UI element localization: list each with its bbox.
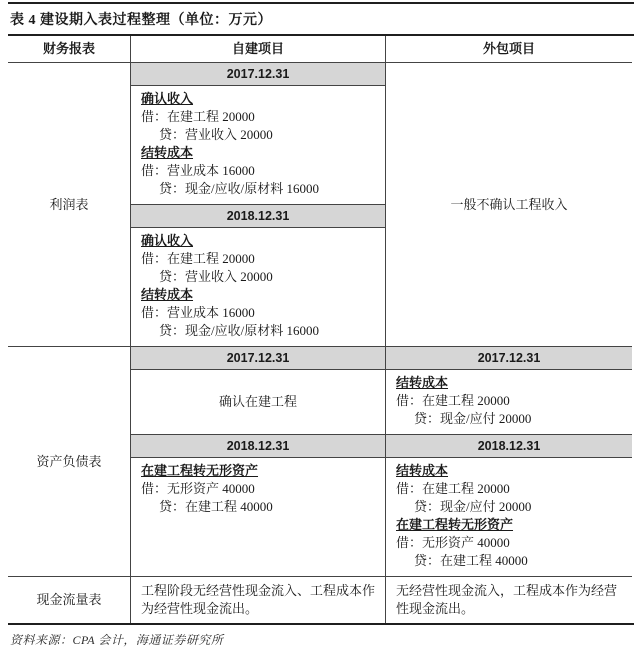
journal-entry-title: 在建工程转无形资产: [141, 463, 259, 478]
journal-entry-line: 借：营业成本 16000: [141, 305, 255, 320]
date-band-2018: 2018.12.31: [385, 435, 632, 458]
cashflow-self-build-text: 工程阶段无经营性现金流入、工程成本作为经营性现金流出。: [130, 577, 385, 623]
journal-block: [385, 458, 632, 577]
journal-entry-line: 贷：现金/应付 20000: [414, 499, 532, 514]
journal-block: [385, 370, 632, 435]
date-band-2018: 2018.12.31: [130, 435, 385, 458]
date-band-2017: 2017.12.31: [385, 347, 632, 370]
journal-entry-title: 结转成本: [141, 287, 194, 302]
date-band-2018: 2018.12.31: [131, 205, 385, 228]
journal-entry-line: 借：无形资产 40000: [396, 535, 510, 550]
accounting-table: [8, 36, 634, 625]
journal-entry-title: 在建工程转无形资产: [396, 517, 514, 532]
journal-entry-line: 贷：现金/应付 20000: [414, 411, 532, 426]
journal-entry-line: 借：无形资产 40000: [141, 481, 255, 496]
journal-block: [130, 458, 385, 577]
journal-entry-line: 借：在建工程 20000: [141, 251, 255, 266]
row-label-cash-flow: 现金流量表: [36, 592, 102, 607]
journal-entry-title: 确认收入: [141, 233, 194, 248]
row-label-balance-sheet: 资产负债表: [8, 347, 130, 577]
date-band-2017: 2017.12.31: [130, 347, 385, 370]
column-header-self-build: 自建项目: [130, 36, 385, 63]
journal-block: [131, 228, 385, 346]
date-band-2017: 2017.12.31: [131, 63, 385, 86]
bs-self-build-note: 确认在建工程: [130, 370, 385, 435]
journal-entry-line: 贷：现金/应收/原材料 16000: [159, 323, 319, 338]
journal-entry-line: 借：在建工程 20000: [396, 393, 510, 408]
source-note: 资料来源：CPA 会计，海通证券研究所: [10, 633, 224, 647]
journal-entry-title: 结转成本: [141, 145, 194, 160]
journal-entry-line: 贷：在建工程 40000: [414, 553, 528, 568]
journal-entry-line: 借：在建工程 20000: [396, 481, 510, 496]
journal-entry-line: 贷：营业收入 20000: [159, 127, 273, 142]
journal-entry-line: 借：在建工程 20000: [141, 109, 255, 124]
row-label-income-statement: 利润表: [8, 63, 130, 347]
journal-entry-title: 确认收入: [141, 91, 194, 106]
journal-entry-line: 贷：在建工程 40000: [159, 499, 273, 514]
journal-entry-title: 结转成本: [396, 463, 449, 478]
income-outsourced-note: 一般不确认工程收入: [385, 63, 632, 347]
income-self-build-cell: [130, 63, 385, 347]
cashflow-outsourced-text: 无经营性现金流入，工程成本作为经营性现金流出。: [385, 577, 632, 623]
journal-entry-line: 贷：营业收入 20000: [159, 269, 273, 284]
column-header-financial-statement: 财务报表: [8, 36, 130, 63]
journal-entry-title: 结转成本: [396, 375, 449, 390]
journal-entry-line: 贷：现金/应收/原材料 16000: [159, 181, 319, 196]
table-title: 表 4 建设期入表过程整理（单位：万元）: [8, 2, 634, 36]
journal-entry-line: 借：营业成本 16000: [141, 163, 255, 178]
journal-block: [131, 86, 385, 205]
column-header-outsourced: 外包项目: [385, 36, 632, 63]
